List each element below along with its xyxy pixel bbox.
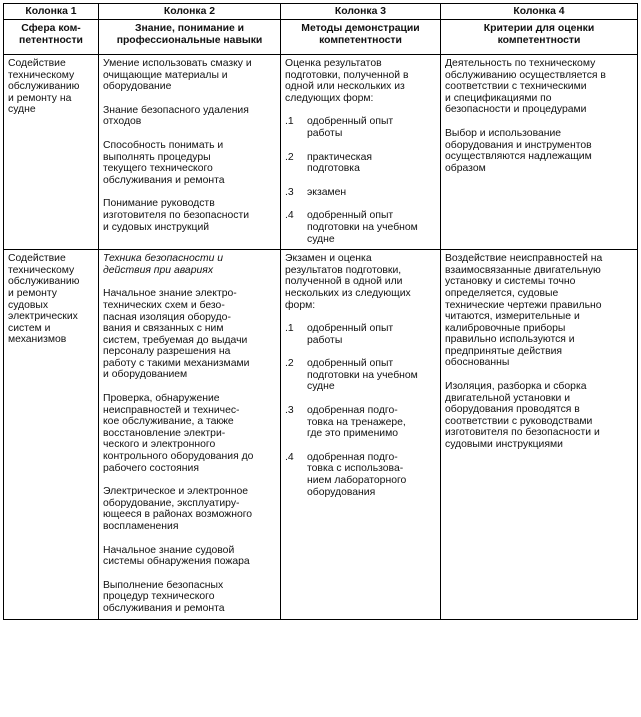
method-item	[285, 210, 436, 245]
column-header-4: Колонка 4	[441, 4, 638, 20]
method-text: одобренный опыт работы	[307, 116, 394, 139]
column-title-row	[4, 20, 638, 55]
competence-cell	[4, 250, 99, 619]
criteria-item: Выбор и использование оборудования и инструментов осуществляются надлежащим образом	[445, 127, 592, 174]
header-methods: Методы демонстрации компетентности	[281, 20, 441, 55]
method-text: одобренный опыт подготовки на учебном судне	[307, 358, 418, 393]
method-text: одобренный опыт работы	[307, 323, 394, 346]
criteria-item: Изоляция, разборка и сборка двигательной установки и оборудования проводятся в соответствии с руководствами изготовителя по безопасности и судовыми инструкциями	[445, 381, 600, 451]
knowledge-item: Проверка, обнаружение неисправностей и техничес- кое обслуживание, а также восстановление электри- ческого и электронного контрольного оборудования до рабочего состояния	[103, 393, 254, 474]
method-number: .3	[285, 186, 294, 198]
competence-table	[3, 3, 638, 620]
column-header-3: Колонка 3	[281, 4, 441, 20]
method-text: одобренный опыт подготовки на учебном судне	[307, 210, 418, 245]
methods-intro: Экзамен и оценка результатов подготовки, полученной в одной или нескольких из следующих форм:	[285, 253, 411, 311]
method-number: .1	[285, 116, 294, 128]
knowledge-item: Понимание руководств изготовителя по безопасности и судовых инструкций	[103, 198, 250, 233]
methods-cell	[281, 55, 441, 250]
header-competence: Сфера ком- петентности	[4, 20, 99, 55]
method-number: .2	[285, 151, 294, 163]
column-number-row	[4, 4, 638, 20]
method-item	[285, 187, 436, 199]
criteria-item: Воздействие неисправностей на взаимосвязанные двигательную установку и системы точно определяется, судовые технические чертежи правильно читаются, измерительные и калибровочные приборы правильно используются и предпринятые действия обоснованны	[445, 253, 603, 369]
method-number: .4	[285, 451, 294, 463]
knowledge-cell	[99, 250, 281, 619]
method-item	[285, 405, 436, 440]
competence-text: Содействие техническому обслуживанию и ремонту на судне	[8, 58, 80, 116]
column-header-1: Колонка 1	[4, 4, 99, 20]
knowledge-item: Знание безопасного удаления отходов	[103, 104, 249, 128]
knowledge-cell	[99, 55, 281, 250]
knowledge-item: Начальное знание электро- технических схем и безо- пасная изоляция оборудо- вания и связанных с ним систем, требуемая до выдачи персоналу разрешения на работу с такими механизмами и оборудованием	[103, 288, 250, 381]
method-text: одобренная подго- товка на тренажере, где это применимо	[307, 405, 406, 440]
method-number: .2	[285, 358, 294, 370]
column-header-2: Колонка 2	[99, 4, 281, 20]
method-item	[285, 116, 436, 139]
knowledge-section-title: Техника безопасности и действия при авариях	[103, 253, 224, 276]
method-item	[285, 358, 436, 393]
method-item	[285, 323, 436, 346]
knowledge-item: Выполнение безопасных процедур технического обслуживания и ремонта	[103, 579, 225, 614]
knowledge-item: Умение использовать смазку и очищающие материалы и оборудование	[103, 58, 252, 93]
header-criteria: Критерии для оценки компетентности	[441, 20, 638, 55]
knowledge-item: Способность понимать и выполнять процедуры текущего технического обслуживания и ремонта	[103, 139, 225, 186]
criteria-item: Деятельность по техническому обслуживанию осуществляется в соответствии с техническими и спецификациями по безопасности и процедурами	[445, 58, 606, 116]
knowledge-item: Начальное знание судовой системы обнаружения пожара	[103, 544, 250, 568]
method-number: .1	[285, 323, 294, 335]
competence-text: Содействие техническому обслуживанию и ремонту судовых электрических систем и механизмов	[8, 253, 80, 346]
header-knowledge: Знание, понимание и профессиональные навыки	[99, 20, 281, 55]
method-text: одобренная подго- товка с использова- нием лабораторного оборудования	[307, 451, 407, 498]
table-row	[4, 250, 638, 619]
method-number: .3	[285, 405, 294, 417]
criteria-cell	[441, 250, 638, 619]
methods-intro: Оценка результатов подготовки, полученной в одной или нескольких из следующих форм:	[285, 58, 409, 104]
methods-cell	[281, 250, 441, 619]
method-number: .4	[285, 210, 294, 222]
criteria-cell	[441, 55, 638, 250]
knowledge-item: Электрическое и электронное оборудование, эксплуатиру- ющееся в районах возможного воспламенения	[103, 486, 253, 532]
table-row	[4, 55, 638, 250]
method-item	[285, 152, 436, 175]
method-item	[285, 452, 436, 498]
competence-cell	[4, 55, 99, 250]
method-text: практическая подготовка	[307, 151, 372, 175]
method-text: экзамен	[307, 186, 347, 198]
